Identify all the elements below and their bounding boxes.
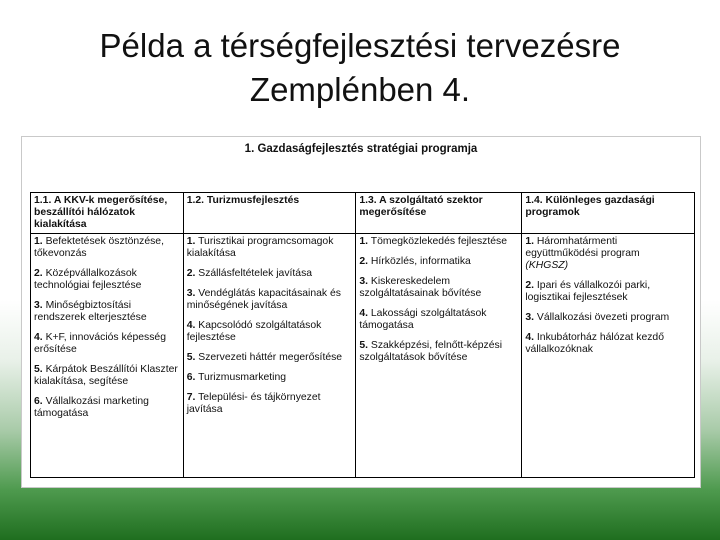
list-item-number: 3. bbox=[186, 288, 196, 299]
list-item-number: 4. bbox=[34, 332, 43, 343]
list-item-text: Kárpátok Beszállítói Klaszter kialakítása, segítése bbox=[34, 364, 178, 387]
list-item bbox=[359, 256, 518, 268]
list-item bbox=[34, 268, 180, 292]
list-item-text: Lakossági szolgáltatások támogatása bbox=[359, 308, 487, 331]
list-item bbox=[187, 236, 353, 260]
list-item-number: 4. bbox=[186, 320, 196, 331]
list-item-text: Befektetések ösztönzése, tőkevonzás bbox=[34, 236, 164, 259]
list-item-text: Turisztikai programcsomagok kialakítása bbox=[186, 236, 334, 259]
column-header: 1.1. A KKV-k megerősítése, beszállítói hálózatok kialakítása bbox=[31, 193, 184, 234]
list-item-text: Tömegközlekedés fejlesztése bbox=[370, 236, 508, 247]
list-item-number: 1. bbox=[359, 236, 369, 247]
column-header: 1.2. Turizmusfejlesztés bbox=[183, 193, 356, 234]
list-item-text: Kapcsolódó szolgáltatások fejlesztése bbox=[186, 320, 322, 343]
list-item-text: Szakképzési, felnőtt-képzési szolgáltatások bővítése bbox=[359, 340, 503, 363]
list-item bbox=[359, 236, 518, 248]
table-row bbox=[31, 234, 695, 478]
list-item bbox=[525, 332, 691, 356]
list-item bbox=[34, 364, 180, 388]
list-item bbox=[525, 280, 691, 304]
list-item-number: 1. bbox=[34, 236, 43, 247]
list-item-number: 2. bbox=[525, 280, 535, 291]
list-item bbox=[34, 236, 180, 260]
slide-title-line-2: Zemplénben 4. bbox=[249, 71, 471, 108]
list-item-text: Háromhatármenti együttműködési program bbox=[525, 236, 640, 259]
list-item-number: 2. bbox=[186, 268, 196, 279]
list-item-number: 1. bbox=[186, 236, 196, 247]
list-item bbox=[359, 308, 518, 332]
list-item bbox=[359, 340, 518, 364]
slide-title-line-1: Példa a térségfejlesztési tervezésre bbox=[99, 27, 621, 64]
list-item-text: Vállalkozási övezeti program bbox=[536, 312, 670, 323]
list-item-number: 5. bbox=[359, 340, 369, 351]
list-item-text: Hírközlés, informatika bbox=[370, 256, 471, 267]
list-item-number: 5. bbox=[34, 364, 43, 375]
list-item-number: 3. bbox=[34, 300, 43, 311]
list-item bbox=[525, 312, 691, 324]
list-item-text: Minőségbiztosítási rendszerek elterjesztése bbox=[34, 300, 147, 323]
list-item-text: Települési- és tájkörnyezet javítása bbox=[186, 392, 321, 415]
list-item-number: 7. bbox=[186, 392, 196, 403]
list-item-text: Kiskereskedelem szolgáltatásainak bővítése bbox=[359, 276, 482, 299]
program-title: 1. Gazdaságfejlesztés stratégiai programja bbox=[244, 143, 478, 155]
list-item-number: 3. bbox=[525, 312, 535, 323]
list-item-text: Inkubátorház hálózat kezdő vállalkozóknak bbox=[525, 332, 664, 355]
list-item-number: 2. bbox=[359, 256, 369, 267]
list-item-text: Vendéglátás kapacitásainak és minőségének javítása bbox=[186, 288, 341, 311]
list-item bbox=[34, 300, 180, 324]
list-item bbox=[187, 392, 353, 416]
list-item bbox=[187, 268, 353, 280]
column-cell bbox=[356, 234, 522, 478]
list-item-number: 2. bbox=[34, 268, 43, 279]
list-item-text: Szervezeti háttér megerősítése bbox=[198, 352, 343, 363]
list-item-number: 5. bbox=[186, 352, 196, 363]
list-item bbox=[34, 332, 180, 356]
column-cell bbox=[183, 234, 356, 478]
list-item-subtext: (KHGSZ) bbox=[525, 260, 569, 271]
list-item-number: 3. bbox=[359, 276, 369, 287]
list-item-number: 4. bbox=[525, 332, 535, 343]
list-item bbox=[187, 352, 353, 364]
list-item-text: Ipari és vállalkozói parki, logisztikai fejlesztések bbox=[525, 280, 651, 303]
column-cell bbox=[522, 234, 695, 478]
list-item bbox=[525, 236, 691, 272]
list-item-text: Középvállalkozások technológiai fejlesztése bbox=[34, 268, 142, 291]
list-item bbox=[187, 288, 353, 312]
list-item bbox=[187, 320, 353, 344]
list-item-number: 6. bbox=[34, 396, 43, 407]
column-cell bbox=[31, 234, 184, 478]
list-item-number: 4. bbox=[359, 308, 369, 319]
list-item-number: 6. bbox=[186, 372, 196, 383]
list-item-text: K+F, innovációs képesség erősítése bbox=[34, 332, 166, 355]
list-item-number: 1. bbox=[525, 236, 535, 247]
column-header: 1.4. Különleges gazdasági programok bbox=[522, 193, 695, 234]
slide-title bbox=[0, 24, 720, 112]
list-item bbox=[187, 372, 353, 384]
list-item-text: Vállalkozási marketing támogatása bbox=[34, 396, 149, 419]
program-table bbox=[30, 192, 695, 478]
table-header-row bbox=[31, 193, 695, 234]
program-document bbox=[21, 136, 701, 488]
list-item-text: Turizmusmarketing bbox=[198, 372, 287, 383]
column-header: 1.3. A szolgáltató szektor megerősítése bbox=[356, 193, 522, 234]
list-item bbox=[34, 396, 180, 420]
list-item-text: Szállásfeltételek javítása bbox=[198, 268, 313, 279]
list-item bbox=[359, 276, 518, 300]
